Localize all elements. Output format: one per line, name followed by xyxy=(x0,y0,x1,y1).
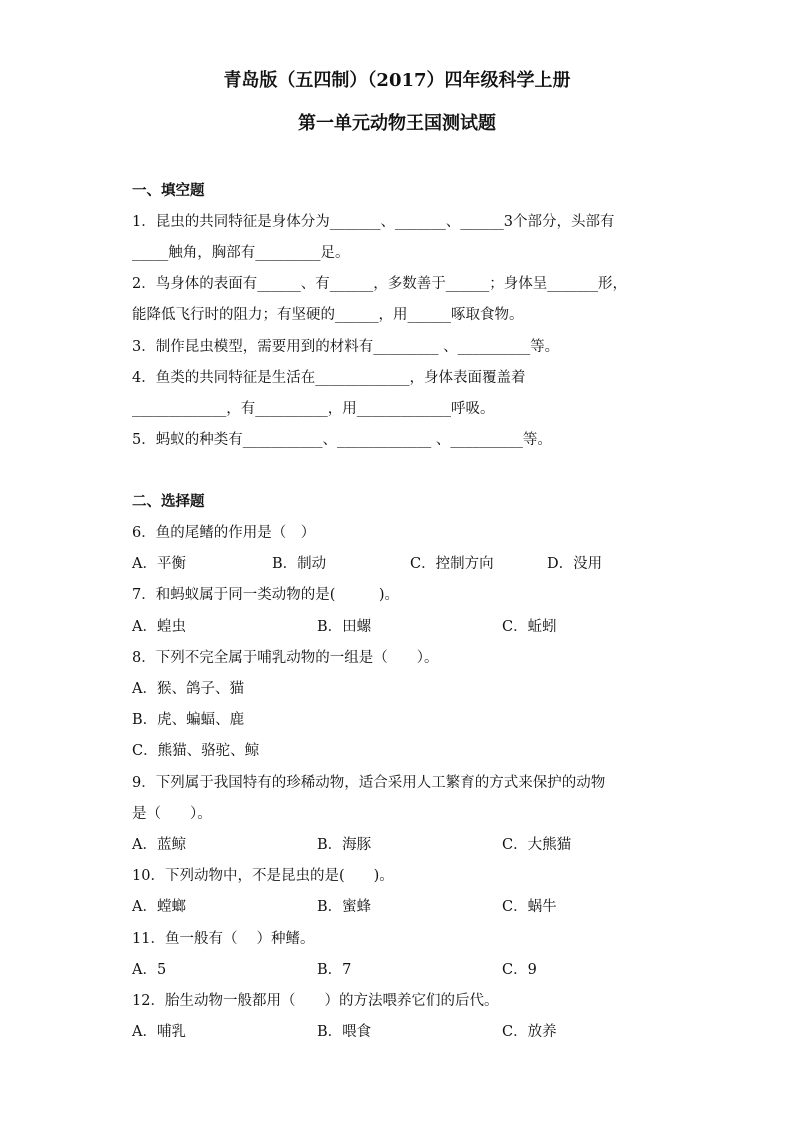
question-11: 11．鱼一般有（ ）种鳍。 xyxy=(132,931,315,947)
option-b: B．海豚 xyxy=(317,837,372,853)
question-8-option-a: A．猴、鸽子、猫 xyxy=(132,681,244,697)
option-a: A．5 xyxy=(132,962,167,978)
question-1-line-2: _____触角，胸部有_________足。 xyxy=(132,245,350,261)
question-8: 8．下列不完全属于哺乳动物的一组是（ ）。 xyxy=(132,650,439,666)
option-b: B．田螺 xyxy=(317,619,372,635)
question-7: 7．和蚂蚁属于同一类动物的是( )。 xyxy=(132,587,400,603)
section-heading-fill-blank: 一、填空题 xyxy=(132,182,205,199)
option-a: A．蓝鲸 xyxy=(132,837,186,853)
question-12: 12．胎生动物一般都用（ ）的方法喂养它们的后代。 xyxy=(132,993,499,1009)
option-c: C．蜗牛 xyxy=(502,899,557,915)
question-1-line-1: 1．昆虫的共同特征是身体分为_______、_______、______3个部分，头部有 xyxy=(132,214,615,230)
option-c: C．控制方向 xyxy=(410,556,494,572)
document-subtitle: 第一单元动物王国测试题 xyxy=(298,113,496,134)
question-8-option-b: B．虎、蝙蝠、鹿 xyxy=(132,712,245,728)
option-a: A．平衡 xyxy=(132,556,186,572)
question-2-line-1: 2．鸟身体的表面有______、有______，多数善于______；身体呈_______形， xyxy=(132,276,627,292)
option-a: A．螳螂 xyxy=(132,899,186,915)
section-heading-multiple-choice: 二、选择题 xyxy=(132,493,205,510)
option-c: C．大熊猫 xyxy=(502,837,572,853)
question-2-line-2: 能降低飞行时的阻力；有坚硬的______，用______啄取食物。 xyxy=(132,307,524,323)
option-d: D．没用 xyxy=(547,556,603,572)
option-c: C．放养 xyxy=(502,1024,557,1040)
option-a: A．哺乳 xyxy=(132,1024,186,1040)
option-c: C．蚯蚓 xyxy=(502,619,557,635)
question-3: 3．制作昆虫模型，需要用到的材料有_________ 、__________等。 xyxy=(132,339,560,355)
question-8-option-c: C．熊猫、骆驼、鲸 xyxy=(132,743,260,759)
question-9-line-2: 是（ ）。 xyxy=(132,806,212,822)
document-title: 青岛版（五四制）（2017）四年级科学上册 xyxy=(223,70,571,91)
option-a: A．蝗虫 xyxy=(132,619,186,635)
question-5: 5．蚂蚁的种类有___________、_____________ 、__________等。 xyxy=(132,432,552,448)
question-6: 6．鱼的尾鳍的作用是（ ） xyxy=(132,525,316,541)
question-9-line-1: 9．下列属于我国特有的珍稀动物，适合采用人工繁育的方式来保护的动物 xyxy=(132,775,606,791)
question-4-line-1: 4．鱼类的共同特征是生活在_____________，身体表面覆盖着 xyxy=(132,370,526,386)
option-b: B．蜜蜂 xyxy=(317,899,372,915)
option-b: B．喂食 xyxy=(317,1024,372,1040)
question-4-line-2: _____________，有__________，用_____________呼吸。 xyxy=(132,401,495,417)
question-10: 10．下列动物中，不是昆虫的是( )。 xyxy=(132,868,394,884)
option-b: B．制动 xyxy=(272,556,327,572)
option-b: B．7 xyxy=(317,962,352,978)
option-c: C．9 xyxy=(502,962,537,978)
